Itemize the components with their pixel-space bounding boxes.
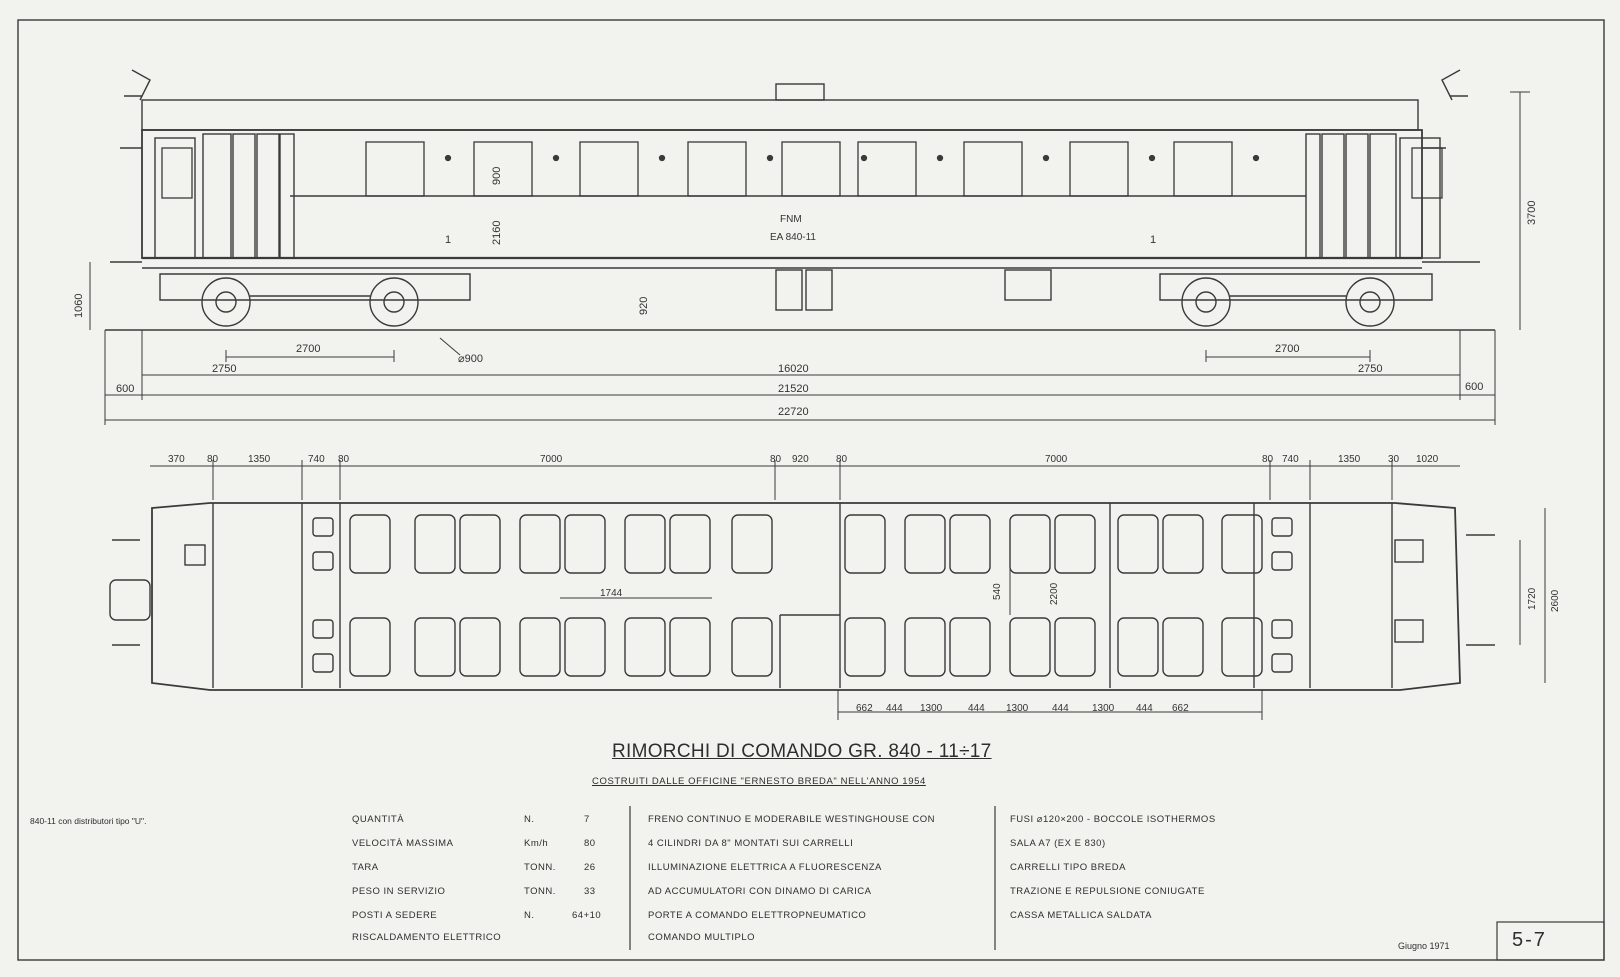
dimension-label: 444 [886,703,903,714]
dimension-label: 444 [1052,703,1069,714]
window-lamp [938,156,943,161]
spec-unit: N. [524,814,535,825]
dimension-label: 444 [968,703,985,714]
spec-line: TRAZIONE E REPULSIONE CONIUGATE [1010,886,1205,897]
spec-label: RISCALDAMENTO ELETTRICO [352,932,502,943]
dimension-label: 920 [792,454,809,465]
dimension-label: 2700 [1275,343,1300,355]
side-window [474,142,532,196]
spec-value: 7 [584,814,590,825]
dimension-label: 1300 [1006,703,1029,714]
side-window [858,142,916,196]
dimension-label: 1300 [1092,703,1115,714]
window-lamp [1150,156,1155,161]
window-lamp [862,156,867,161]
bogie-left [160,274,470,326]
cab-window [1412,148,1442,198]
class-number: 1 [1150,234,1157,246]
spec-value: 33 [584,886,596,897]
spec-label: TARA [352,862,379,873]
spec-line: PORTE A COMANDO ELETTROPNEUMATICO [648,910,867,921]
spec-unit: N. [524,910,535,921]
dimension-label: 2600 [1550,589,1561,612]
dimension-label: 22720 [778,406,809,418]
dimension-label: 80 [770,454,782,465]
dimension-label: 80 [1262,454,1274,465]
side-window [580,142,638,196]
drawing-subtitle: COSTRUITI DALLE OFFICINE "ERNESTO BREDA" NELL'ANNO 1954 [592,776,926,787]
roof [142,100,1418,130]
dimension-label: 80 [338,454,350,465]
cab-window [162,148,192,198]
dimension-label: 80 [836,454,848,465]
dimension-label: 444 [1136,703,1153,714]
spec-unit: Km/h [524,838,549,849]
window-lamp [1254,156,1259,161]
dimension-label: 1300 [920,703,943,714]
spec-label: POSTI A SEDERE [352,910,438,921]
dimension-label: 662 [1172,703,1189,714]
seats-lower-row [350,618,1262,676]
dimension-label: 21520 [778,383,809,395]
car-marking: FNM [780,214,802,225]
side-window [1070,142,1128,196]
spec-line: FUSI ⌀120×200 - BOCCOLE ISOTHERMOS [1010,814,1216,825]
drawing-date: Giugno 1971 [1398,941,1450,951]
dimension-label: 2160 [491,220,503,245]
spec-line: FRENO CONTINUO E MODERABILE WESTINGHOUSE CON [648,814,935,825]
dimension-label: 740 [308,454,325,465]
plan-dimension-lines [150,460,1545,720]
dimension-label: 2700 [296,343,321,355]
end-doors-right [1306,134,1440,258]
dimension-label: 2750 [212,363,237,375]
seats-upper-row [350,515,1262,573]
window-lamp [1044,156,1049,161]
spec-line: 4 CILINDRI DA 8" MONTATI SUI CARRELLI [648,838,854,849]
dimension-label: 900 [491,166,503,185]
plan-view [110,503,1495,690]
dimension-label: 740 [1282,454,1299,465]
bogie-right [1160,274,1432,326]
side-window [688,142,746,196]
dimension-label: 1060 [73,293,85,318]
dimension-label: 1350 [248,454,271,465]
spec-label: QUANTITÀ [352,814,405,825]
window-lamp [554,156,559,161]
spec-label: PESO IN SERVIZIO [352,886,446,897]
dimension-label: 1350 [1338,454,1361,465]
car-marking: EA 840-11 [770,232,816,243]
dimension-label: 80 [207,454,219,465]
spec-label: VELOCITÀ MASSIMA [352,838,454,849]
drawing-note: 840-11 con distributori tipo "U". [30,816,147,826]
dimension-label: 7000 [540,454,563,465]
end-doors-left [155,134,294,258]
roof-vent [776,84,824,100]
spec-unit: TONN. [524,886,556,897]
dimension-label: ⌀900 [458,353,483,365]
dimension-text [73,167,1561,714]
spec-value: 64+10 [572,910,602,921]
spec-value: 80 [584,838,596,849]
sheet-number: 5-7 [1512,929,1547,951]
side-view [105,70,1495,330]
spec-line: COMANDO MULTIPLO [648,932,756,943]
dimension-label: 370 [168,454,185,465]
dimension-label: 7000 [1045,454,1068,465]
drawing-title: RIMORCHI DI COMANDO GR. 840 - 11÷17 [612,741,992,762]
plan-outline [152,503,1460,690]
dimension-label: 1720 [1527,587,1538,610]
side-windows [162,142,1442,198]
side-window [1174,142,1232,196]
dimension-label: 30 [1388,454,1400,465]
window-lamp [660,156,665,161]
side-window [964,142,1022,196]
side-window [782,142,840,196]
spec-line: CASSA METALLICA SALDATA [1010,910,1152,921]
dimension-label: 600 [116,383,135,395]
dimension-label: 2200 [1049,582,1060,605]
spec-line: AD ACCUMULATORI CON DINAMO DI CARICA [648,886,872,897]
class-number: 1 [445,234,452,246]
spec-unit: TONN. [524,862,556,873]
dimension-label: 540 [992,583,1003,600]
spec-table-dividers [630,806,1604,960]
dimension-label: 3700 [1526,200,1538,225]
dimension-label: 1020 [1416,454,1439,465]
window-lamp [768,156,773,161]
window-lamp [446,156,451,161]
spec-line: SALA A7 (EX E 830) [1010,838,1106,849]
side-window [366,142,424,196]
dimension-label: 600 [1465,381,1484,393]
dimension-label: 2750 [1358,363,1383,375]
spec-line: ILLUMINAZIONE ELETTRICA A FLUORESCENZA [648,862,882,873]
dimension-label: 662 [856,703,873,714]
spec-value: 26 [584,862,596,873]
dimension-label: 1744 [600,588,623,599]
dimension-label: 16020 [778,363,809,375]
spec-line: CARRELLI TIPO BREDA [1010,862,1126,873]
dimension-label: 920 [638,296,650,315]
